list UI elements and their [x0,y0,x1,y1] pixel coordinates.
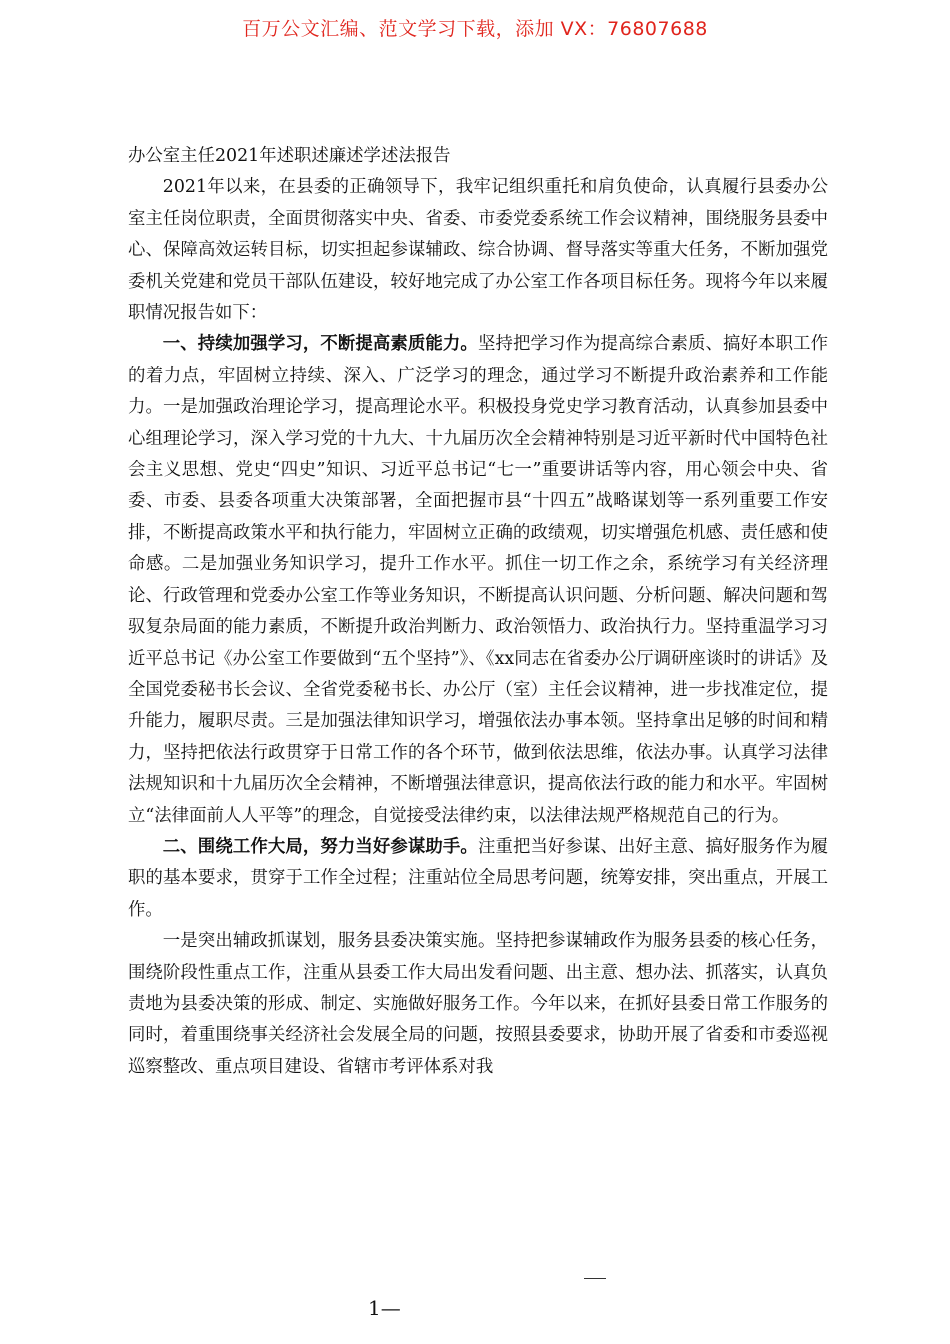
document-body [128,141,828,1083]
intro-paragraph: 2021年以来，在县委的正确领导下，我牢记组织重托和肩负使命，认真履行县委办公室主任岗位职责，全面贯彻落实中央、省委、市委党委系统工作会议精神，围绕服务县委中心、保障高效运转目标，切实担起参谋辅政、综合协调、督导落实等重大任务，不断加强党委机关党建和党员干部队伍建设，较好地完成了办公室工作各项目标任务。现将今年以来履职情况报告如下： [128,177,828,324]
section-2-body: 注重把当好参谋、出好主意、搞好服务作为履职的基本要求，贯穿于工作全过程；注重站位全局思考问题，统筹安排，突出重点，开展工作。 [128,836,828,920]
page-number: 1— [368,1296,401,1320]
section-1-heading: 一、持续加强学习，不断提高素质能力。 [162,334,478,355]
section-1-paragraph [128,329,828,832]
document-title: 办公室主任2021年述职述廉述学述法报告 [128,146,451,166]
section-1-body: 坚持把学习作为提高综合素质、搞好本职工作的着力点，牢固树立持续、深入、广泛学习的理念，通过学习不断提升政治素养和工作能力。一是加强政治理论学习，提高理论水平。积极投身党史学习教育活动，认真参加县委中心组理论学习，深入学习党的十九大、十九届历次全会精神特别是习近平新时代中国特色社会主义思想、党史“四史”知识、习近平总书记“七一”重要讲话等内容，用心领会中央、省委、市委、县委各项重大决策部署，全面把握市县“十四五”战略谋划等一系列重要工作安排，不断提高政策水平和执行能力，牢固树立正确的政绩观，切实增强危机感、责任感和使命感。二是加强业务知识学习，提升工作水平。抓住一切工作之余，系统学习有关经济理论、行政管理和党委办公室工作等业务知识，不断提高认识问题、分析问题、解决问题和驾驭复杂局面的能力素质，不断提升政治判断力、政治领悟力、政治执行力。坚持重温学习习近平总书记《办公室工作要做到“五个坚持”》、《xx同志在省委办公厅调研座谈时的讲话》及全国党委秘书长会议、全省党委秘书长、办公厅（室）主任会议精神，进一步找准定位，提升能力，履职尽责。三是加强法律知识学习，增强依法办事本领。坚持拿出足够的时间和精力，坚持把依法行政贯穿于日常工作的各个环节，做到依法思维，依法办事。认真学习法律法规知识和十九届历次全会精神，不断增强法律意识，提高依法行政的能力和水平。牢固树立“法律面前人人平等”的理念，自觉接受法律约束，以法律法规严格规范自己的行为。 [128,334,828,826]
section-2-heading: 二、围绕工作大局，努力当好参谋助手。 [162,836,478,857]
header-banner: 百万公文汇编、范文学习下载，添加 VX：76807688 [242,18,708,40]
footer-divider [584,1278,606,1279]
section-2-paragraph [128,832,828,926]
section-2-item-1-paragraph: 一是突出辅政抓谋划，服务县委决策实施。坚持把参谋辅政作为服务县委的核心任务，围绕阶段性重点工作，注重从县委工作大局出发看问题、出主意、想办法、抓落实，认真负责地为县委决策的形成、制定、实施做好服务工作。今年以来，在抓好县委日常工作服务的同时，着重围绕事关经济社会发展全局的问题，按照县委要求，协助开展了省委和市委巡视巡察整改、重点项目建设、省辖市考评体系对我 [128,931,828,1077]
